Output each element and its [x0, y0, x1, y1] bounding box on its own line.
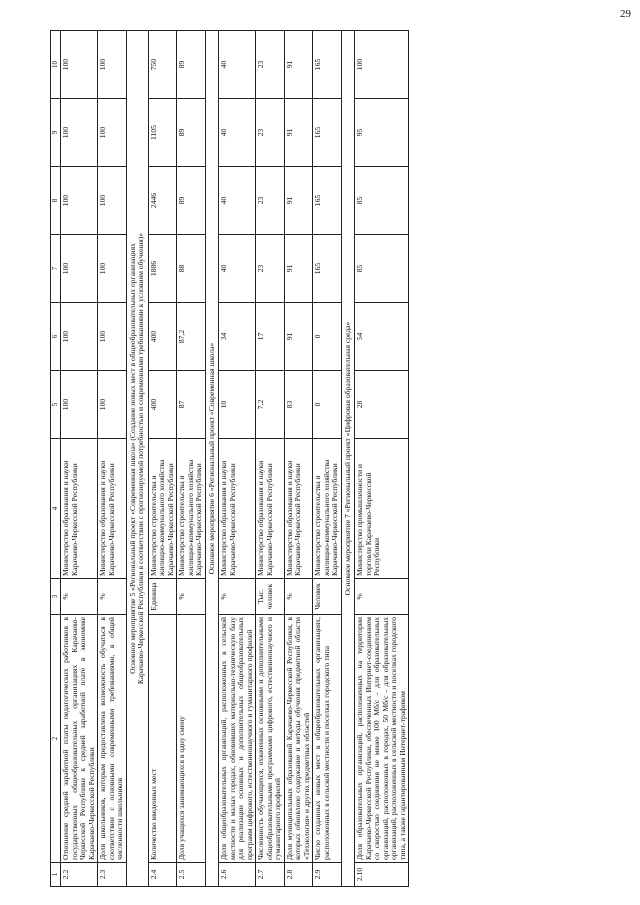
table-row	[98, 31, 127, 887]
col-header: 3	[51, 579, 61, 615]
value-cell: 91	[284, 31, 313, 99]
indicator-name: Численность обучающихся, охваченных основными и дополнительными общеобразовательными программами цифрового, естественнонаучного и гуманитарного профилей	[256, 615, 285, 863]
indicators-table	[50, 30, 409, 887]
col-header: 6	[51, 303, 61, 371]
row-number: 2.3	[98, 863, 127, 887]
table-row	[219, 31, 256, 887]
section-row	[126, 31, 148, 887]
row-number: 2.4	[148, 863, 177, 887]
col-header: 10	[51, 31, 61, 99]
value-cell: 100	[98, 303, 127, 371]
section-title-line: Карачаево-Черкесской Республики в соответствии с прогнозируемой потребностью и современными требованиями к условиям обучения)»	[136, 232, 145, 685]
row-number: 2.10	[355, 863, 409, 887]
unit-cell: Единица	[148, 579, 177, 615]
indicator-name: Доля муниципальных образований Карачаево-Черкесской Республики, в которых обновлено содержание и методы обучения предметной области «Технология» и других предметных областей	[284, 615, 313, 863]
col-header: 9	[51, 99, 61, 167]
value-cell: 89	[177, 31, 206, 99]
table-row	[313, 31, 342, 887]
executor-cell: Министерство образования и науки Карачаево-Черкесской Республики	[219, 439, 256, 579]
rotated-page	[50, 31, 610, 887]
section-row	[341, 31, 355, 887]
value-cell: 165	[313, 99, 342, 167]
col-header: 5	[51, 371, 61, 439]
value-cell: 87,2	[177, 303, 206, 371]
value-cell: 165	[313, 167, 342, 235]
page-number: 29	[620, 8, 631, 20]
value-cell: 2446	[148, 167, 177, 235]
row-number: 2.6	[219, 863, 256, 887]
section-title-line: Основное мероприятие 6 «Региональный проект «Современная школа»	[206, 342, 216, 575]
value-cell: 165	[313, 31, 342, 99]
value-cell: 750	[148, 31, 177, 99]
executor-cell: Министерство строительства и жилищно-коммунального хозяйства Карачаево-Черкесской Республики	[177, 439, 206, 579]
row-number: 2.5	[177, 863, 206, 887]
col-header: 8	[51, 167, 61, 235]
executor-cell: Министерство образования и науки Карачаево-Черкесской Республики	[61, 439, 98, 579]
row-number: 2.2	[61, 863, 98, 887]
value-cell: 85	[355, 167, 409, 235]
value-cell: 95	[355, 99, 409, 167]
row-number: 2.7	[256, 863, 285, 887]
table-row	[355, 31, 409, 887]
column-header-row	[51, 31, 61, 887]
value-cell: 40	[219, 99, 256, 167]
table-row	[256, 31, 285, 887]
col-header: 1	[51, 863, 61, 887]
value-cell: 100	[61, 167, 98, 235]
unit-cell: %	[219, 579, 256, 615]
value-cell: 87	[177, 371, 206, 439]
col-header: 4	[51, 439, 61, 579]
indicator-name: Отношение средней заработной платы педагогических работников в государственных общеобразовательных организациях Карачаево-Черкесской Республики к средней заработной плате в экономике Карачаево-Черкесской Республики	[61, 615, 98, 863]
unit-cell: Тыс. человек	[256, 579, 285, 615]
value-cell: 91	[284, 167, 313, 235]
section-title-line: Основное мероприятие 7 «Региональный проект «Цифровая образовательная среда»	[342, 321, 352, 596]
unit-cell: %	[61, 579, 98, 615]
row-number: 2.8	[284, 863, 313, 887]
executor-cell: Министерство строительства и жилищно-коммунального хозяйства Карачаево-Черкесской Республики	[148, 439, 177, 579]
value-cell: 34	[219, 303, 256, 371]
value-cell: 400	[148, 371, 177, 439]
value-cell: 0	[313, 303, 342, 371]
executor-cell: Министерство строительства и жилищно-коммунального хозяйства Карачаево-Черкесской Республики	[313, 439, 342, 579]
value-cell: 100	[61, 99, 98, 167]
value-cell: 89	[177, 99, 206, 167]
section-title	[205, 31, 219, 887]
value-cell: 100	[355, 31, 409, 99]
indicator-name: Доля общеобразовательных организаций, расположенных в сельской местности и малых городах, обновивших материально-техническую базу для реализации основных и дополнительных общеобразовательных программ цифрового, естественнонаучного и гуманитарного профилей	[219, 615, 256, 863]
row-number: 2.9	[313, 863, 342, 887]
indicator-name: Доля школьников, которым предоставлена возможность обучаться в соответствии с основными современными требованиями, в общей численности школьников	[98, 615, 127, 863]
value-cell: 100	[61, 31, 98, 99]
value-cell: 400	[148, 303, 177, 371]
value-cell: 100	[98, 371, 127, 439]
unit-cell: %	[355, 579, 409, 615]
value-cell: 85	[355, 235, 409, 303]
value-cell: 100	[98, 235, 127, 303]
value-cell: 100	[98, 99, 127, 167]
table-row	[284, 31, 313, 887]
value-cell: 100	[61, 235, 98, 303]
value-cell: 100	[61, 371, 98, 439]
value-cell: 165	[313, 235, 342, 303]
value-cell: 91	[284, 303, 313, 371]
value-cell: 40	[219, 31, 256, 99]
executor-cell: Министерство образования и науки Карачаево-Черкесской Республики	[284, 439, 313, 579]
value-cell: 100	[98, 167, 127, 235]
value-cell: 40	[219, 235, 256, 303]
value-cell: 28	[355, 371, 409, 439]
value-cell: 89	[177, 167, 206, 235]
executor-cell: Министерство промышленности и торговли Карачаево-Черкесской Республики	[355, 439, 409, 579]
value-cell: 40	[219, 167, 256, 235]
value-cell: 100	[61, 303, 98, 371]
value-cell: 1105	[148, 99, 177, 167]
value-cell: 23	[256, 235, 285, 303]
table-row	[177, 31, 206, 887]
value-cell: 10	[219, 371, 256, 439]
value-cell: 91	[284, 235, 313, 303]
unit-cell: %	[284, 579, 313, 615]
value-cell: 0	[313, 371, 342, 439]
indicator-name: Доля образовательных организаций, расположенных на территории Карачаево-Черкесской Республики, обеспеченных Интернет-соединением со скоростью соединения не менее 100 Мб/с - для образовательных организаций, расположенных в городах, 50 Мб/с - для образовательных организаций, расположенных в сельской местности и поселках городского типа, а также гарантированным Интернет-трафиком	[355, 615, 409, 863]
executor-cell: Министерство образования и науки Карачаево-Черкесской Республики	[98, 439, 127, 579]
table-row	[61, 31, 98, 887]
col-header: 2	[51, 615, 61, 863]
value-cell: 54	[355, 303, 409, 371]
value-cell: 91	[284, 99, 313, 167]
value-cell: 17	[256, 303, 285, 371]
value-cell: 23	[256, 31, 285, 99]
value-cell: 83	[284, 371, 313, 439]
section-title	[341, 31, 355, 887]
indicator-name: Число созданных новых мест в общеобразовательных организациях, расположенных в сельской местности и поселках городского типа	[313, 615, 342, 863]
executor-cell: Министерство образования и науки Карачаево-Черкесской Республики	[256, 439, 285, 579]
value-cell: 7,2	[256, 371, 285, 439]
section-title-line: Основное мероприятие 5 «Региональный проект «Современная школа» (Создание новых мест в общеобразовательных организациях	[127, 243, 137, 674]
unit-cell: %	[98, 579, 127, 615]
section-row	[205, 31, 219, 887]
indicator-name: Доля учащихся занимающихся в одну смену	[177, 615, 206, 863]
value-cell: 23	[256, 167, 285, 235]
section-title	[126, 31, 148, 887]
value-cell: 23	[256, 99, 285, 167]
value-cell: 88	[177, 235, 206, 303]
unit-cell: Человек	[313, 579, 342, 615]
unit-cell: %	[177, 579, 206, 615]
table-row	[148, 31, 177, 887]
value-cell: 1886	[148, 235, 177, 303]
indicator-name: Количество введенных мест	[148, 615, 177, 863]
col-header: 7	[51, 235, 61, 303]
table-body	[51, 31, 409, 887]
value-cell: 100	[98, 31, 127, 99]
